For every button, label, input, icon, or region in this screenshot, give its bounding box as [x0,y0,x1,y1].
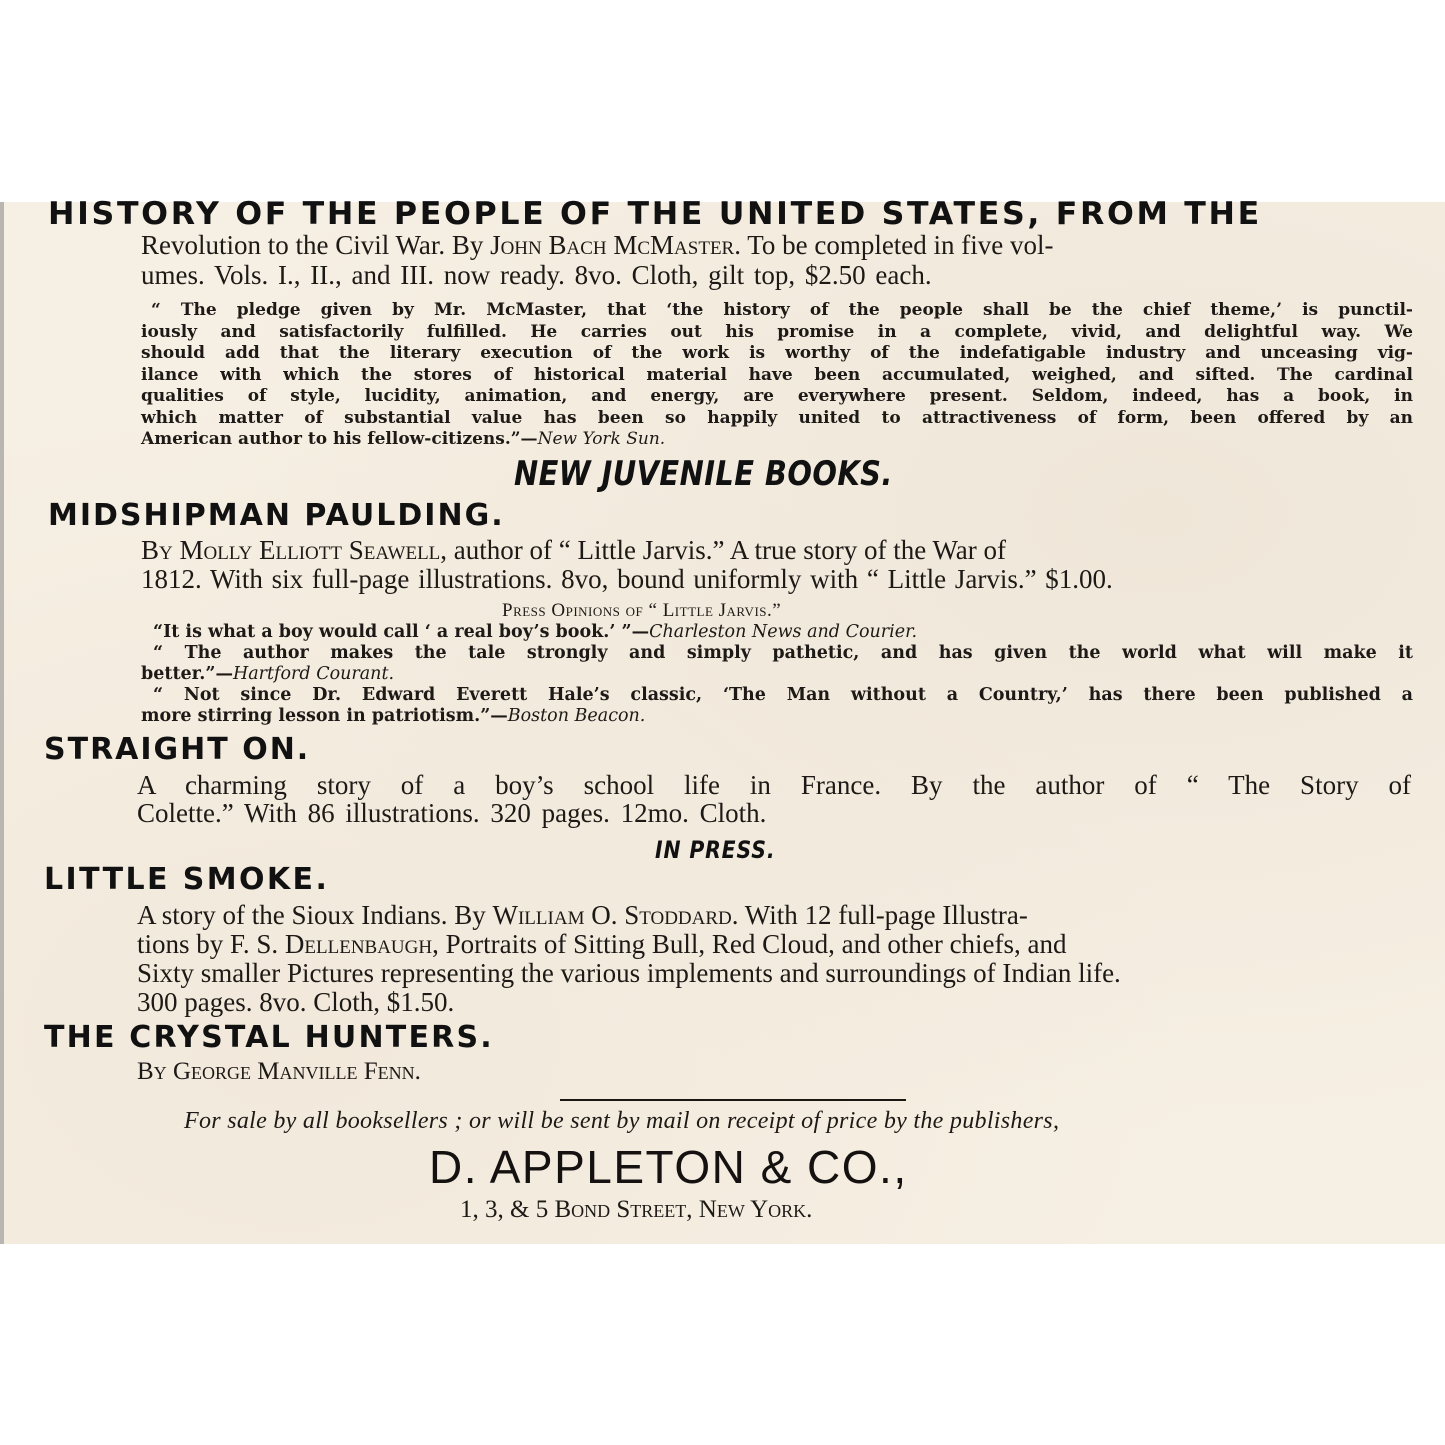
little-smoke-line-1 [137,900,1411,931]
review-line: which matter of substantial value has been so happily united to attractiveness of form, been offered by an [141,407,1413,428]
little-smoke-line-4: 300 pages. 8vo. Cloth, $1.50. [137,987,455,1017]
midshipman-line-2: 1812. With six full-page illustrations. 8vo, bound uniformly with “ Little Jarvis.” $1.00. [141,564,1113,594]
press-quote [141,664,1413,685]
publisher-name: D. APPLETON & CO., [429,1141,908,1193]
section-heading: NEW JUVENILE BOOKS. [514,454,893,494]
press-quote: “ Not since Dr. Edward Everett Hale’s classic, ‘The Man without a Country,’ has there been published a [153,685,1413,705]
sale-note: For sale by all booksellers ; or will be sent by mail on receipt of price by the publishers, [184,1108,1060,1134]
history-desc-text: . To be completed in five vol- [734,230,1054,260]
quote-text: “It is what a boy would call ‘ a real boy’s book.’ ”— [153,622,650,642]
little-smoke-title: LITTLE SMOKE. [44,862,330,897]
little-smoke-line-2 [137,929,1411,960]
review-line: American author to his fellow-citizens.”— [141,429,538,449]
review-line: should add that the literary execution of the work is worthy of the indefatigable industry and unceasing vig- [141,343,1413,363]
history-desc-line-1 [141,230,1411,261]
crystal-hunters-byline [137,1058,421,1086]
straight-on-title: STRAIGHT ON. [44,732,311,767]
straight-on-line-2: Colette.” With 86 illustrations. 320 pages. 12mo. Cloth. [137,798,767,828]
history-author: John Bach McMaster [490,230,735,260]
history-desc-text: Revolution to the Civil War. By [141,230,491,260]
quote-source: Charleston News and Courier. [649,622,918,642]
little-smoke-desc: tions by F. S. [137,929,285,959]
review-source: New York Sun. [537,429,666,449]
little-smoke-desc: A story of the Sioux Indians. By [137,900,493,930]
quote-source: Boston Beacon. [507,706,646,726]
address-street: Bond Street, New York. [554,1196,813,1223]
quote-text: better.”— [141,664,233,684]
crystal-hunters-author: George Manville Fenn. [172,1058,421,1085]
crystal-hunters-title: THE CRYSTAL HUNTERS. [44,1020,494,1055]
publisher-address [460,1196,812,1224]
by-label: By [141,535,180,565]
review-line: qualities of style, lucidity, animation, and energy, are everywhere present. Seldom, indeed, has a book, in [141,386,1413,406]
review-line: ilance with which the stores of historical material have been accumulated, weighed, and sifted. The cardinal [141,364,1413,385]
divider-rule [560,1099,906,1101]
press-opinions-heading: Press Opinions of “ Little Jarvis.” [502,600,782,621]
little-smoke-line-3: Sixty smaller Pictures representing the various implements and surroundings of Indian life. [137,958,1121,988]
little-smoke-desc: . With 12 full-page Illustra- [731,900,1028,930]
midshipman-title: MIDSHIPMAN PAULDING. [48,498,505,533]
review-line: “ The pledge given by Mr. McMaster, that ‘the history of the people shall be the chief theme,’ is punctil- [151,300,1413,320]
advertisement-page [0,196,1445,1244]
press-quote [141,706,1413,727]
quote-source: Hartford Courant. [232,664,395,684]
by-label: By [137,1058,173,1085]
press-quote: “ The author makes the tale strongly and simply pathetic, and has given the world what will make it [153,643,1413,663]
in-press-label: IN PRESS. [655,836,776,864]
history-desc-line-2: umes. Vols. I., II., and III. now ready. 8vo. Cloth, gilt top, $2.50 each. [141,260,932,290]
illustrator-name: Dellenbaugh [284,929,433,959]
address-number: 1, 3, & 5 [460,1196,555,1223]
quote-text: more stirring lesson in patriotism.”— [141,706,508,726]
midshipman-line-1 [141,535,1411,566]
press-quote [141,622,1413,643]
little-smoke-desc: , Portraits of Sitting Bull, Red Cloud, and other chiefs, and [432,929,1067,959]
midshipman-desc: , author of “ Little Jarvis.” A true story of the War of [440,535,1006,565]
little-smoke-author: William O. Stoddard [492,900,732,930]
review-line: iously and satisfactorily fulfilled. He carries out his promise in a complete, vivid, and delightful way. We [141,321,1413,342]
history-review [141,300,1413,451]
press-quotes [141,622,1413,727]
midshipman-author: Molly Elliott Seawell [179,535,441,565]
straight-on-line-1: A charming story of a boy’s school life in France. By the author of “ The Story of [137,770,1411,800]
history-heading: HISTORY OF THE PEOPLE OF THE UNITED STATES, FROM THE [48,196,1262,232]
